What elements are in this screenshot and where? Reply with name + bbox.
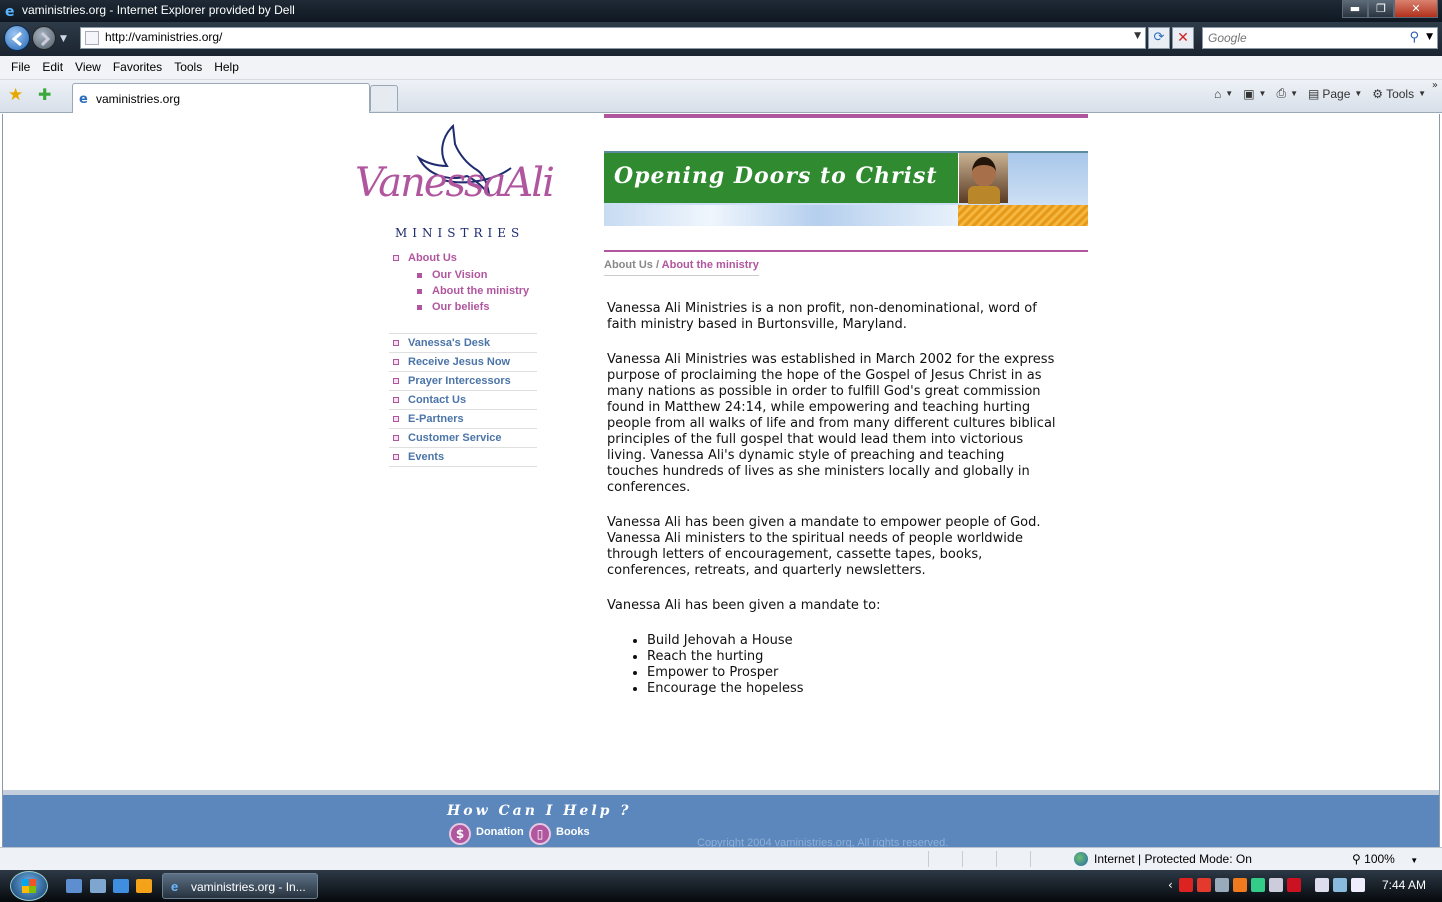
search-input[interactable] [1208, 31, 1398, 45]
sidebar-item-label: About Us [408, 251, 457, 264]
site-footer [3, 790, 1440, 847]
content-divider [604, 250, 1088, 252]
status-cells [928, 851, 1064, 867]
home-icon[interactable]: ⌂ [1214, 86, 1222, 101]
refresh-icon: ⟳ [1153, 30, 1165, 45]
portrait-body [968, 186, 1000, 204]
sidebar-item-label: Prayer Intercessors [408, 375, 511, 387]
sidebar-item-label: E-Partners [408, 413, 464, 425]
print-icon[interactable]: ⎙ [1276, 86, 1287, 100]
books-link[interactable]: Books [556, 826, 590, 838]
page-icon [85, 31, 99, 45]
sidebar-subitem-about-the-ministry[interactable] [389, 283, 537, 299]
new-tab-button[interactable] [370, 85, 398, 111]
toolbar-overflow-icon[interactable]: » [1431, 80, 1438, 91]
tab-ie-icon: e [79, 92, 88, 107]
tab-bar [0, 80, 1442, 113]
sidebar-item-e-partners[interactable] [389, 410, 537, 429]
ie-logo-icon [3, 3, 19, 19]
add-favorites-icon[interactable]: ✚ [38, 85, 52, 104]
list-item: • Encourage the hopeless [647, 681, 1057, 697]
tab-vaministries[interactable] [72, 83, 370, 113]
status-cell [996, 851, 1030, 867]
tab-label: vaministries.org [96, 92, 181, 106]
stop-button[interactable] [1172, 27, 1194, 49]
status-cell [928, 851, 962, 867]
list-item: • Empower to Prosper [647, 665, 1057, 681]
navigation-bar [0, 22, 1442, 56]
menu-help[interactable]: Help [214, 60, 239, 74]
page-dropdown-icon[interactable]: ▼ [1354, 89, 1363, 98]
menu-tools[interactable]: Tools [174, 60, 203, 74]
system-tray [1168, 878, 1369, 892]
favorites-star-icon[interactable]: ★ [8, 85, 24, 105]
zoom-control[interactable] [1352, 852, 1418, 866]
svg-text:e: e [5, 4, 15, 19]
home-dropdown-icon[interactable]: ▼ [1225, 89, 1234, 98]
volume-icon[interactable] [1351, 878, 1365, 892]
taskbar-ie-icon: e [171, 879, 179, 894]
sidebar-subitem-our-vision[interactable] [389, 267, 537, 283]
tray-mcafee-icon[interactable] [1287, 878, 1301, 892]
article-paragraph: Vanessa Ali Ministries is a non profit, non-denominational, word of faith ministry based in Burtonsville, Maryland. [607, 301, 1037, 332]
banner-portrait [958, 153, 1008, 203]
menu-view[interactable]: View [75, 60, 101, 74]
bullet-icon [393, 416, 399, 422]
windows-logo-icon [22, 879, 36, 893]
sidebar-spacer [389, 315, 537, 333]
stop-icon: ✕ [1177, 30, 1189, 46]
sidebar-item-label: Receive Jesus Now [408, 356, 511, 368]
tray-security-icon[interactable] [1179, 878, 1193, 892]
search-options-dropdown-icon[interactable]: ▼ [1426, 32, 1433, 42]
forward-button[interactable] [32, 26, 56, 50]
globe-icon [1074, 852, 1088, 866]
banner-slogan: Opening Doors to Christ [614, 163, 938, 189]
article-paragraph: Vanessa Ali has been given a mandate to: [607, 598, 881, 613]
sidebar-subitem-label: About the ministry [432, 285, 530, 297]
media-player-icon[interactable] [136, 879, 152, 893]
book-icon[interactable]: ▯ [529, 823, 551, 845]
taskbar-window-label: vaministries.org - In... [191, 880, 306, 894]
square-bullet-icon [417, 273, 422, 278]
page-viewport [2, 114, 1440, 847]
sidebar-item-customer-service[interactable] [389, 429, 537, 448]
mandate-list [647, 633, 1057, 697]
dollar-icon[interactable]: $ [449, 823, 471, 845]
breadcrumb-parent[interactable]: About Us [604, 259, 653, 271]
address-dropdown-icon[interactable]: ▼ [1134, 31, 1141, 41]
help-title: How Can I Help ? [447, 803, 632, 819]
sidebar-item-label: Events [408, 451, 445, 463]
feeds-dropdown-icon[interactable]: ▼ [1258, 89, 1267, 98]
sidebar-item-about-us[interactable] [389, 248, 537, 267]
bullet-icon [393, 340, 399, 346]
status-bar [0, 847, 1442, 870]
breadcrumb [604, 259, 759, 276]
sidebar-item-label: Vanessa's Desk [408, 337, 491, 349]
internet-explorer-icon[interactable] [113, 879, 129, 893]
menu-edit[interactable]: Edit [42, 60, 64, 74]
sidebar-item-label: Contact Us [408, 394, 467, 406]
close-button[interactable]: ✕ [1394, 0, 1438, 18]
back-button[interactable] [4, 25, 30, 51]
window-title: vaministries.org - Internet Explorer provided by Dell [22, 3, 295, 17]
bullet-icon [393, 397, 399, 403]
maximize-button[interactable]: ❐ [1368, 0, 1394, 18]
tray-pdf-icon[interactable] [1197, 878, 1211, 892]
taskbar-clock[interactable]: 7:44 AM [1382, 878, 1427, 892]
page-menu-button[interactable]: Page [1322, 86, 1351, 101]
page-menu-icon: ▤ [1308, 86, 1320, 101]
minimize-button[interactable]: ▬ [1342, 0, 1368, 18]
bullet-icon [393, 359, 399, 365]
window-titlebar [0, 0, 1442, 22]
bullet-icon [393, 255, 399, 261]
taskbar-window-button[interactable] [162, 873, 318, 899]
tray-update-icon[interactable] [1251, 878, 1265, 892]
zone-label: Internet | Protected Mode: On [1094, 852, 1252, 866]
breadcrumb-separator: / [652, 259, 662, 271]
header-banner [604, 151, 1088, 226]
feeds-icon[interactable]: ▣ [1243, 86, 1255, 101]
back-arrow-icon [5, 26, 31, 52]
square-bullet-icon [417, 305, 422, 310]
sidebar-item-receive-jesus-now[interactable] [389, 353, 537, 372]
breadcrumb-current: About the ministry [661, 259, 759, 271]
bullet-icon [393, 378, 399, 384]
search-box[interactable] [1202, 27, 1438, 49]
tray-expand-icon[interactable]: ‹ [1168, 878, 1173, 892]
url-input[interactable] [105, 30, 1105, 44]
sidebar-subitem-our-beliefs[interactable] [389, 299, 537, 315]
refresh-button[interactable] [1148, 27, 1170, 49]
copyright-text: Copyright 2004 vaministries.org, All rights reserved. [697, 837, 949, 847]
address-bar[interactable] [80, 27, 1146, 49]
show-desktop-icon[interactable] [66, 879, 82, 893]
sidebar-item-label: Customer Service [408, 432, 502, 444]
sidebar-subitem-label: Our Vision [432, 269, 488, 281]
forward-arrow-icon [33, 27, 57, 51]
menu-favorites[interactable]: Favorites [112, 60, 163, 74]
window-controls [1342, 0, 1438, 18]
tray-app-icon[interactable] [1233, 878, 1247, 892]
zoom-level: 100% [1364, 852, 1395, 866]
command-bar [1204, 86, 1426, 101]
sidebar-item-events[interactable] [389, 448, 537, 467]
sidebar-item-prayer-intercessors[interactable] [389, 372, 537, 391]
status-cell [962, 851, 996, 867]
square-bullet-icon [417, 289, 422, 294]
article-body [607, 301, 1057, 697]
header-accent-line [604, 114, 1088, 118]
article-paragraph: Vanessa Ali has been given a mandate to empower people of God. Vanessa Ali ministers to the spiritual needs of people worldwide through letters of encouragement, cassette tapes, books, conferences, retreats, and quarterly newsletters. [607, 515, 1041, 578]
sidebar-item-vanessas-desk[interactable] [389, 334, 537, 353]
zoom-magnifier-icon: ⚲ [1352, 852, 1361, 866]
donation-link[interactable]: Donation [476, 826, 524, 838]
tray-disc-icon[interactable] [1215, 878, 1229, 892]
menu-file[interactable]: File [11, 60, 31, 74]
list-item: • Build Jehovah a House [647, 633, 1057, 649]
article-paragraph: Vanessa Ali Ministries was established in March 2002 for the express purpose of proclaiming the hope of the Gospel of Jesus Christ in as many nations as possible in order to fulfill God's great commission found in Matthew 24:14, while empowering and teaching hurting people from all walks of life and from many different cultures biblical principles of the full gospel that would lead them into victorious living. Vanessa Ali's dynamic style of preaching and teaching touches hundreds of lives as she ministers locally and globally in conferences. [607, 352, 1056, 495]
list-item: • Reach the hurting [647, 649, 1057, 665]
banner-sky-strip [604, 205, 958, 226]
tools-dropdown-icon[interactable]: ▼ [1418, 89, 1426, 98]
tray-display-icon[interactable] [1269, 878, 1283, 892]
zoom-dropdown-icon[interactable]: ▼ [1410, 856, 1419, 865]
banner-fabric-strip [958, 205, 1088, 226]
sidebar-item-contact-us[interactable] [389, 391, 537, 410]
bullet-icon [393, 454, 399, 460]
site-logo[interactable] [355, 120, 555, 240]
tools-menu-button[interactable]: Tools [1386, 86, 1415, 101]
logo-script: VanessaAli [355, 160, 553, 206]
recent-pages-dropdown-icon[interactable]: ▼ [60, 34, 67, 44]
status-cell [1030, 851, 1064, 867]
portrait-face [972, 157, 996, 187]
bullet-icon [393, 435, 399, 441]
security-zone[interactable] [1074, 852, 1252, 866]
network-icon[interactable] [1333, 878, 1347, 892]
search-icon[interactable]: ⚲ [1409, 30, 1419, 45]
tray-device-icon[interactable] [1315, 878, 1329, 892]
sidebar-nav [389, 248, 537, 467]
print-dropdown-icon[interactable]: ▼ [1290, 89, 1298, 98]
menu-bar [0, 56, 1442, 80]
logo-subtitle: MINISTRIES [395, 226, 525, 240]
tools-gear-icon: ⚙ [1372, 86, 1384, 101]
sidebar-subitem-label: Our beliefs [432, 301, 490, 313]
start-button[interactable] [10, 871, 48, 901]
switch-windows-icon[interactable] [90, 879, 106, 893]
windows-taskbar [0, 870, 1442, 902]
